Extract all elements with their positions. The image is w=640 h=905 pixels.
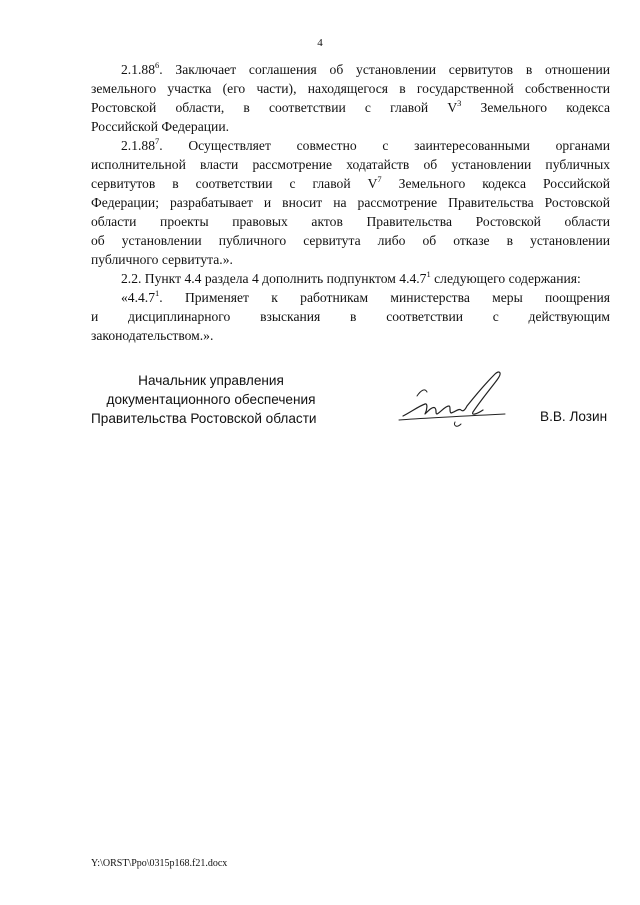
paragraph-line: [91, 288, 610, 307]
paragraph-line: [91, 174, 610, 193]
clause-number: 2.1.88: [121, 62, 155, 77]
paragraph-text: . Осуществляет совместно с заинтересованными органами: [159, 138, 610, 153]
paragraph-4-4-7-1: [91, 288, 610, 345]
superscript: 1: [154, 288, 160, 298]
signatory-title-line: документационного обеспечения: [106, 392, 316, 407]
document-body: [91, 60, 610, 345]
paragraph-2-2: [91, 269, 610, 288]
signatory-title-line: Начальник управления: [138, 373, 284, 388]
paragraph-text: Земельного кодекса: [461, 100, 610, 115]
superscript: 6: [154, 60, 160, 70]
paragraph-text: Земельного кодекса Российской: [381, 176, 610, 191]
paragraph-line: законодательством.».: [91, 328, 214, 343]
superscript: 1: [426, 269, 431, 279]
paragraph-line: исполнительной власти рассмотрение ходатайств об установлении публичных: [91, 157, 610, 172]
superscript: 7: [377, 174, 382, 184]
paragraph-text: «4.4.7: [121, 290, 155, 305]
paragraph-line: Федерации; разрабатывает и вносит на рассмотрение Правительства Ростовской: [91, 195, 610, 210]
paragraph-line: [91, 60, 610, 79]
paragraph-line: Российской Федерации.: [91, 119, 229, 134]
paragraph-text: 2.2. Пункт 4.4 раздела 4 дополнить подпунктом 4.4.7: [121, 271, 427, 286]
paragraph-line: [91, 98, 610, 117]
signatory-name: В.В. Лозин: [540, 409, 608, 424]
paragraph-line: публичного сервитута.».: [91, 252, 233, 267]
handwritten-signature: [395, 366, 525, 436]
paragraph-text: сервитутов в соответствии с главой V: [91, 176, 378, 191]
superscript: 3: [457, 98, 462, 108]
paragraph-line: земельного участка (его части), находящегося в государственной собственности: [91, 81, 610, 96]
superscript: 7: [154, 136, 160, 146]
page-number: 4: [317, 37, 323, 49]
paragraph-line: области проекты правовых актов Правительства Ростовской области: [91, 214, 610, 229]
paragraph-2-1-88-6: [91, 60, 610, 136]
paragraph-text: следующего содержания:: [430, 271, 581, 286]
paragraph-text: . Применяет к работникам министерства меры поощрения: [159, 290, 610, 305]
paragraph-line: [91, 136, 610, 155]
signatory-title-line: Правительства Ростовской области: [91, 411, 317, 426]
signatory-title: [91, 371, 331, 428]
paragraph-line: и дисциплинарного взыскания в соответствии с действующим: [91, 309, 610, 324]
clause-number: 2.1.88: [121, 138, 155, 153]
footer-file-path: Y:\ORST\Ppo\0315p168.f21.docx: [91, 858, 228, 869]
paragraph-text: . Заключает соглашения об установлении сервитутов в отношении: [159, 62, 610, 77]
paragraph-line: [91, 269, 610, 288]
paragraph-line: об установлении публичного сервитута либо об отказе в установлении: [91, 233, 610, 248]
paragraph-text: Ростовской области, в соответствии с главой V: [91, 100, 458, 115]
paragraph-2-1-88-7: [91, 136, 610, 269]
